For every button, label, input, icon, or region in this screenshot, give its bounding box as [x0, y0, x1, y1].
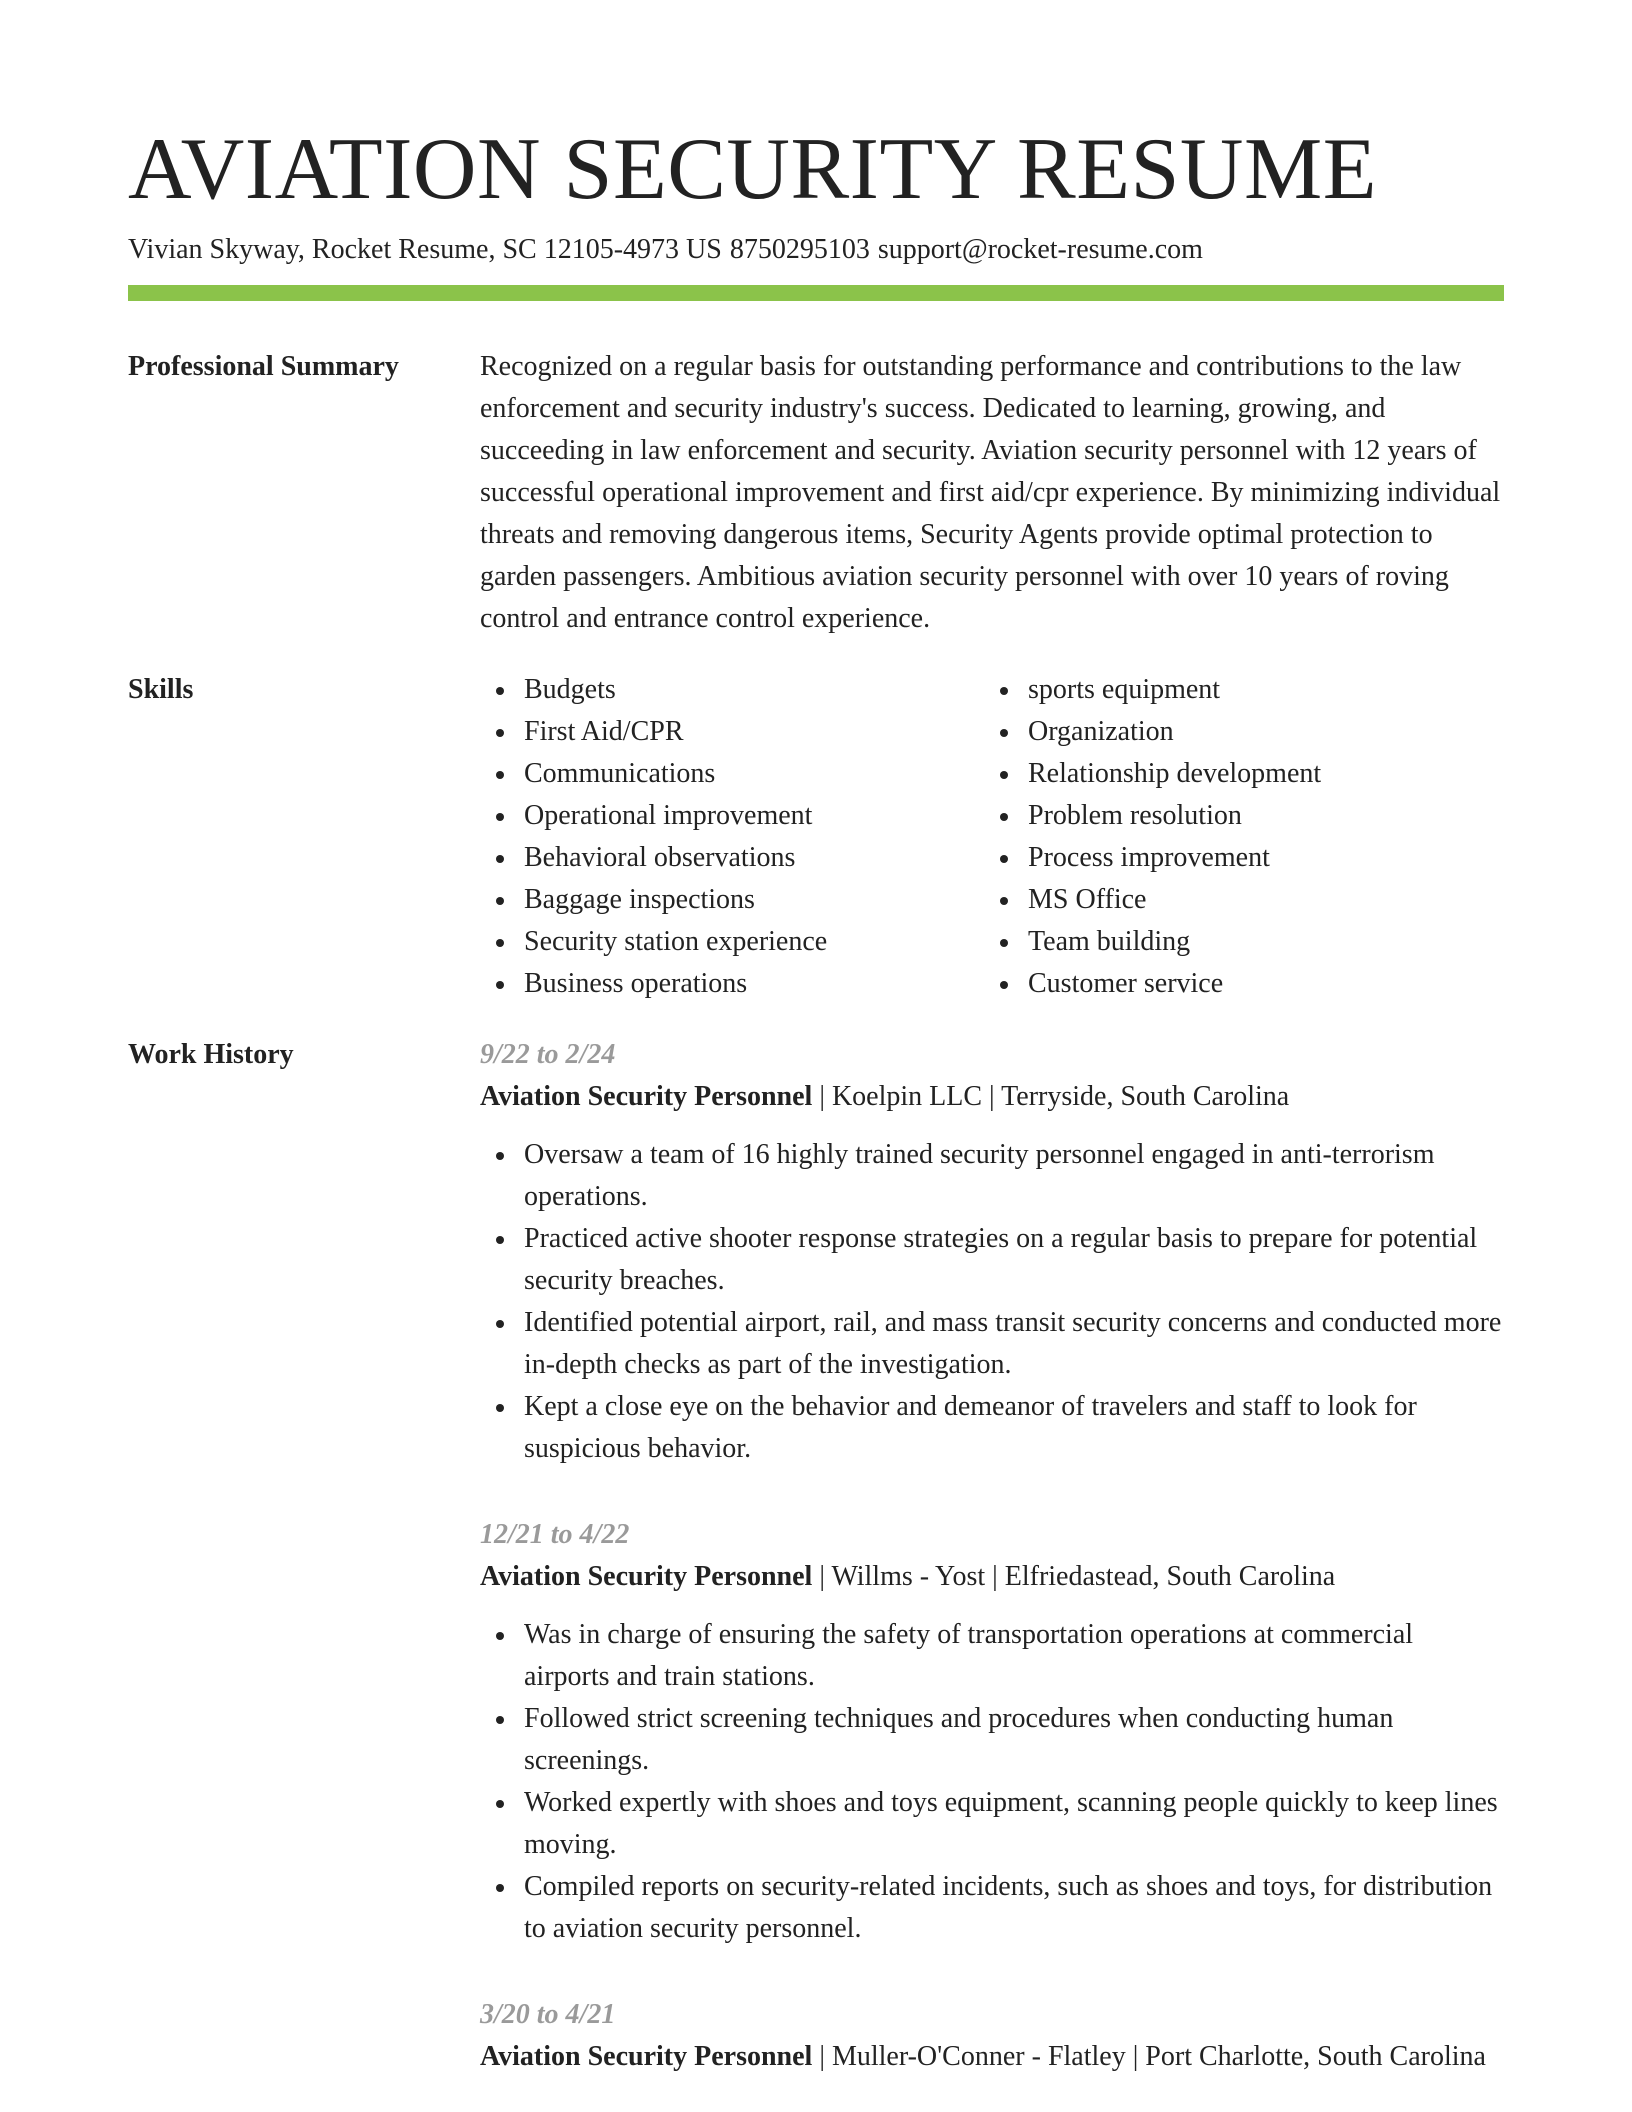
- skills-label: Skills: [128, 674, 194, 705]
- job-bullet: Kept a close eye on the behavior and demeanor of travelers and staff to look for suspicious behavior.: [480, 1386, 1504, 1470]
- job-title: Aviation Security Personnel: [480, 2041, 813, 2072]
- job-bullet: Was in charge of ensuring the safety of transportation operations at commercial airports and train stations.: [480, 1614, 1504, 1698]
- summary-body: [480, 346, 1504, 640]
- skill-item: Process improvement: [984, 837, 1504, 879]
- skill-item: Business operations: [480, 963, 984, 1005]
- job-bullet-list: [480, 1134, 1504, 1470]
- work-history-body: [480, 1034, 1504, 2078]
- skill-item: Baggage inspections: [480, 879, 984, 921]
- skills-list-left: [480, 669, 984, 1005]
- skill-item: Customer service: [984, 963, 1504, 1005]
- skill-item: Operational improvement: [480, 795, 984, 837]
- summary-text: Recognized on a regular basis for outstanding performance and contributions to the law enforcement and security industry's success. Dedicated to learning, growing, and succeeding in law enforcement and security. Aviation security personnel with 12 years of successful operational improvement and first aid/cpr experience. By minimizing individual threats and removing dangerous items, Security Agents provide optimal protection to garden passengers. Ambitious aviation security personnel with over 10 years of roving control and entrance control experience.: [480, 351, 1501, 634]
- job-title: Aviation Security Personnel: [480, 1081, 813, 1112]
- job-dates: 3/20 to 4/21: [480, 1999, 616, 2030]
- job-entry: [480, 1034, 1504, 1470]
- skill-item: Communications: [480, 753, 984, 795]
- job-bullet: Compiled reports on security-related incidents, such as shoes and toys, for distribution to aviation security personnel.: [480, 1866, 1504, 1950]
- job-employer-location: | Willms - Yost | Elfriedastead, South Carolina: [812, 1561, 1336, 1592]
- job-employer-location: | Koelpin LLC | Terryside, South Carolina: [812, 1081, 1290, 1112]
- job-dates: 12/21 to 4/22: [480, 1519, 630, 1550]
- job-title: Aviation Security Personnel: [480, 1561, 813, 1592]
- resume-title: AVIATION SECURITY RESUME: [128, 121, 1377, 218]
- skills-body: [480, 669, 1504, 1005]
- contact-phone: 8750295103: [729, 234, 870, 265]
- job-bullet: Practiced active shooter response strategies on a regular basis to prepare for potential security breaches.: [480, 1218, 1504, 1302]
- job-bullet: Followed strict screening techniques and procedures when conducting human screenings.: [480, 1698, 1504, 1782]
- skill-item: Problem resolution: [984, 795, 1504, 837]
- skill-item: Team building: [984, 921, 1504, 963]
- job-heading: [480, 1556, 1504, 1598]
- work-history-label: Work History: [128, 1039, 294, 1070]
- skill-item: Behavioral observations: [480, 837, 984, 879]
- skill-item: Budgets: [480, 669, 984, 711]
- skills-list-right: [984, 669, 1504, 1005]
- skill-item: Organization: [984, 711, 1504, 753]
- job-heading: [480, 2036, 1504, 2078]
- accent-divider: [128, 285, 1504, 301]
- job-bullet-list: [480, 1614, 1504, 1950]
- job-entry: [480, 1994, 1504, 2078]
- job-bullet: Worked expertly with shoes and toys equipment, scanning people quickly to keep lines moving.: [480, 1782, 1504, 1866]
- job-heading: [480, 1076, 1504, 1118]
- summary-label: Professional Summary: [128, 351, 399, 382]
- job-dates: 9/22 to 2/24: [480, 1039, 616, 1070]
- skill-item: MS Office: [984, 879, 1504, 921]
- job-entry: [480, 1514, 1504, 1950]
- skill-item: sports equipment: [984, 669, 1504, 711]
- skill-item: First Aid/CPR: [480, 711, 984, 753]
- contact-email: support@rocket-resume.com: [877, 234, 1203, 265]
- skill-item: Relationship development: [984, 753, 1504, 795]
- job-bullet: Identified potential airport, rail, and mass transit security concerns and conducted more in-depth checks as part of the investigation.: [480, 1302, 1504, 1386]
- skill-item: Security station experience: [480, 921, 984, 963]
- contact-address: Vivian Skyway, Rocket Resume, SC 12105-4973 US: [128, 234, 722, 265]
- job-bullet: Oversaw a team of 16 highly trained security personnel engaged in anti-terrorism operations.: [480, 1134, 1504, 1218]
- job-employer-location: | Muller-O'Conner - Flatley | Port Charlotte, South Carolina: [812, 2041, 1486, 2072]
- contact-line: [128, 232, 1203, 268]
